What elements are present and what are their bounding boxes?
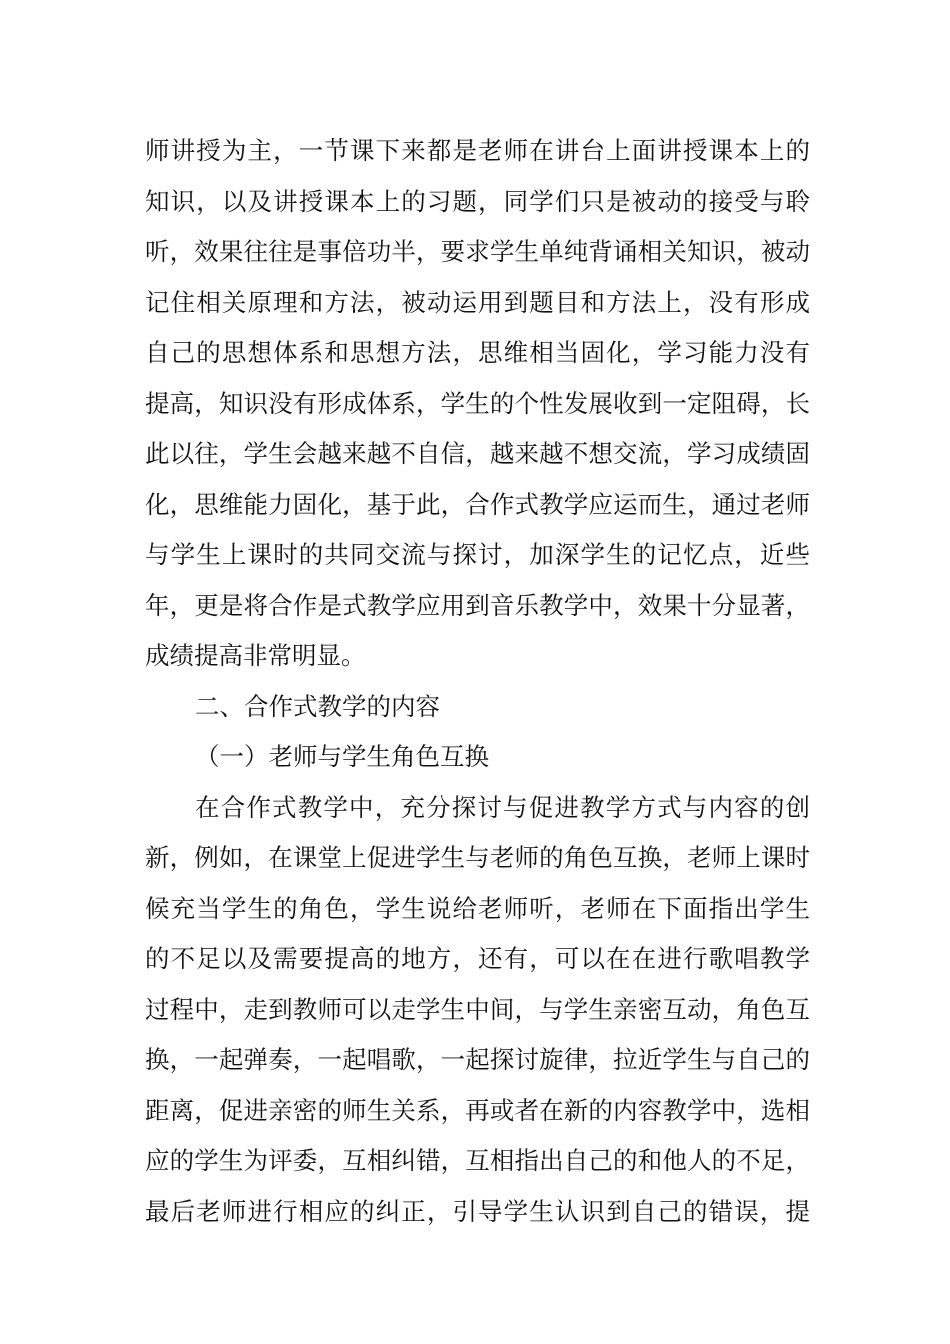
- paragraph-line: 与学生上课时的共同交流与探讨，加深学生的记忆点，近些: [145, 540, 810, 569]
- paragraph-line: 成绩提高非常明显。: [145, 641, 366, 670]
- paragraph-line: 记住相关原理和方法，被动运用到题目和方法上，没有形成: [145, 287, 810, 317]
- section-heading: 二、合作式教学的内容: [195, 691, 440, 721]
- paragraph-line: 年，更是将合作是式教学应用到音乐教学中，效果十分显著，: [145, 590, 810, 620]
- paragraph-line: 过程中，走到教师可以走学生中间，与学生亲密互动，角色互: [145, 994, 810, 1024]
- body-text: [145, 126, 810, 1237]
- paragraph-line: 师讲授为主，一节课下来都是老师在讲台上面讲授课本上的: [145, 136, 810, 165]
- paragraph-line: 应的学生为评委，互相纠错，互相指出自己的和他人的不足，: [145, 1146, 810, 1175]
- paragraph-line: 换，一起弹奏，一起唱歌，一起探讨旋律，拉近学生与自己的: [145, 1045, 810, 1074]
- paragraph-line: 此以往，学生会越来越不自信，越来越不想交流，学习成绩固: [145, 439, 810, 468]
- paragraph-line: 候充当学生的角色，学生说给老师听，老师在下面指出学生: [145, 893, 810, 923]
- paragraph-line: 在合作式教学中，充分探讨与促进教学方式与内容的创: [195, 792, 810, 822]
- paragraph-line: 提高，知识没有形成体系，学生的个性发展收到一定阻碍，长: [145, 388, 810, 418]
- paragraph-line: 距离，促进亲密的师生关系，再或者在新的内容教学中，选相: [145, 1095, 810, 1125]
- paragraph-line: 的不足以及需要提高的地方，还有，可以在在进行歌唱教学: [145, 944, 810, 973]
- paragraph-line: 最后老师进行相应的纠正，引导学生认识到自己的错误，提: [145, 1196, 810, 1226]
- paragraph-line: 知识，以及讲授课本上的习题，同学们只是被动的接受与聆: [145, 186, 810, 216]
- paragraph-line: 化，思维能力固化，基于此，合作式教学应运而生，通过老师: [145, 489, 810, 519]
- paragraph-line: 听，效果往往是事倍功半，要求学生单纯背诵相关知识，被动: [145, 237, 810, 266]
- paragraph-line: 自己的思想体系和思想方法，思维相当固化，学习能力没有: [145, 338, 810, 367]
- subsection-heading: （一）老师与学生角色互换: [195, 742, 489, 771]
- paragraph-line: 新，例如，在课堂上促进学生与老师的角色互换，老师上课时: [145, 843, 810, 872]
